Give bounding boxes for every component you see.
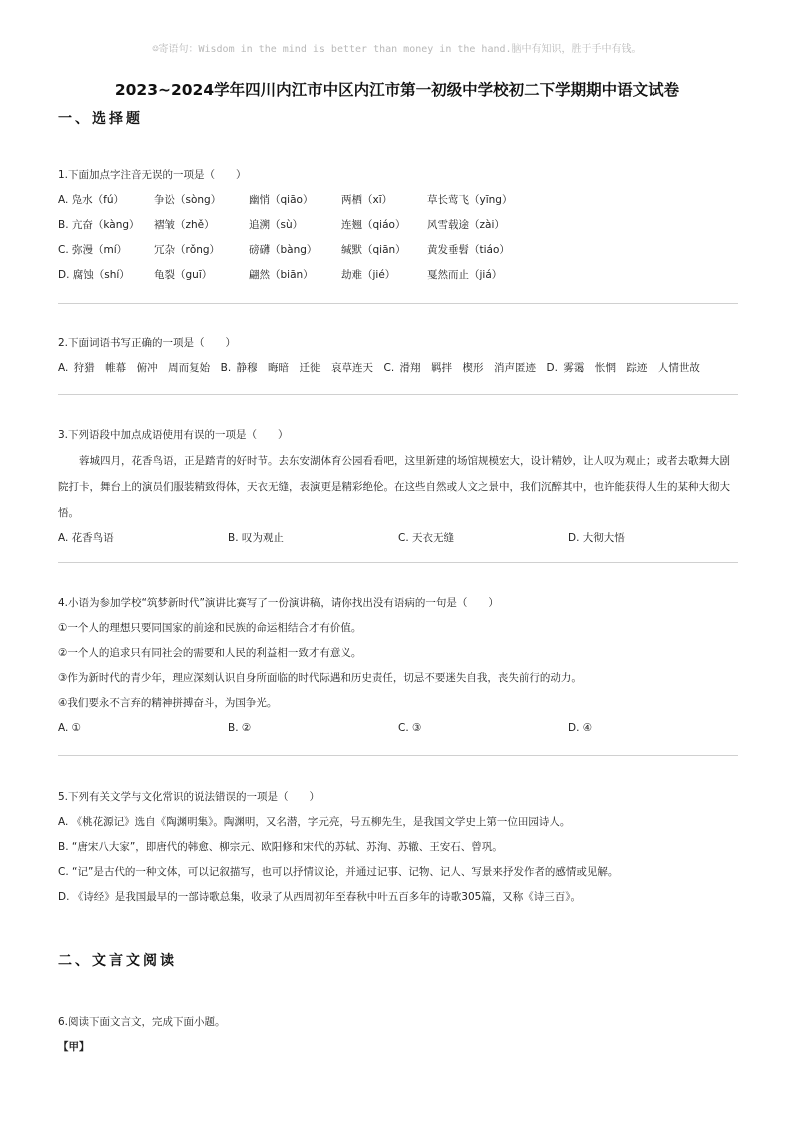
question-2 [58, 331, 738, 381]
question-1 [58, 163, 738, 288]
page-title: 2023~2024学年四川内江市中区内江市第一初级中学校初二下学期期中语文试卷 [114, 81, 680, 99]
question-5-stem: 5.下列有关文学与文化常识的说法错误的一项是（ ） [58, 791, 321, 803]
divider [58, 562, 738, 563]
divider [58, 303, 738, 304]
sentence-item: ④我们要永不言弃的精神拼搏奋斗，为国争光。 [58, 697, 278, 709]
option-cell: 两栖（xī） [341, 194, 393, 206]
option-cell: 劫难（jié） [341, 269, 396, 281]
question-6-stem: 6.阅读下面文言文，完成下面小题。 [58, 1016, 226, 1028]
question-3-passage: 蓉城四月，花香鸟语，正是踏青的好时节。去东安湖体育公园看看吧，这里新建的场馆规模宏大，设计精妙，让人叹为观止；或者去歌舞大剧院打卡，舞台上的演员们服装精致得体，天衣无缝，表演更是精彩绝伦。在这些自然或人文之景中，我们沉醉其中，也许能获得人生的某种大彻大悟。 [58, 455, 730, 519]
option-cell: 冗杂（rǒng） [154, 244, 221, 256]
option-cell: 缄默（qiān） [341, 244, 406, 256]
option-item: B. “唐宋八大家”，即唐代的韩愈、柳宗元、欧阳修和宋代的苏轼、苏洵、苏辙、王安石、曾巩。 [58, 841, 503, 853]
question-2-options: A. 狩猎 帷幕 俯冲 周而复始 B. 静穆 晦暗 迁徙 哀草连天 C. 滑翔 羁拌 楔形 消声匿迹 D. 雾霭 怅惘 踪迹 人情世故 [58, 362, 700, 374]
option-cell: 黄发垂髫（tiáo） [427, 244, 510, 256]
option-cell: 磅礴（bàng） [249, 244, 318, 256]
option-row [58, 238, 738, 263]
divider [58, 755, 738, 756]
option-cell: 追溯（sù） [249, 219, 304, 231]
option-row [58, 213, 738, 238]
question-2-stem: 2.下面词语书写正确的一项是（ ） [58, 337, 237, 349]
option-cell: A. 凫水（fú） [58, 194, 125, 206]
question-1-options [58, 188, 738, 288]
sentence-item: ③作为新时代的青少年，理应深刻认识自身所面临的时代际遇和历史责任，切忌不要迷失自我，丧失前行的动力。 [58, 672, 582, 684]
option-cell: D. 大彻大悟 [568, 532, 625, 544]
question-3-options [58, 526, 738, 551]
option-cell: B. 叹为观止 [228, 532, 284, 544]
option-cell: 褶皱（zhě） [154, 219, 215, 231]
section-heading-choice: 一、选择题 [58, 111, 143, 127]
header-motto: ☺寄语句：Wisdom in the mind is better than money in the hand.脑中有知识，胜于手中有钱。 [152, 44, 642, 55]
option-cell: D. 腐蚀（shí） [58, 269, 130, 281]
option-item: C. “记”是古代的一种文体，可以记叙描写，也可以抒情议论，并通过记事、记物、记人、写景来抒发作者的感情或见解。 [58, 866, 619, 878]
question-4-stem: 4.小语为参加学校“筑梦新时代”演讲比赛写了一份演讲稿，请你找出没有语病的一句是（ ） [58, 597, 499, 609]
option-cell: 翩然（biān） [249, 269, 314, 281]
question-1-stem: 1.下面加点字注音无误的一项是（ ） [58, 169, 247, 181]
sentence-item: ②一个人的追求只有同社会的需要和人民的利益相一致才有意义。 [58, 647, 362, 659]
option-cell: 连翘（qiáo） [341, 219, 406, 231]
question-4 [58, 591, 738, 741]
option-cell: B. ② [228, 722, 252, 734]
option-cell: 草长莺飞（yīng） [427, 194, 513, 206]
option-row [58, 263, 738, 288]
option-cell: 戛然而止（jiá） [427, 269, 503, 281]
question-3-stem: 3.下列语段中加点成语使用有误的一项是（ ） [58, 429, 289, 441]
option-item: D. 《诗经》是我国最早的一部诗歌总集，收录了从西周初年至春秋中叶五百多年的诗歌305篇，又称《诗三百》。 [58, 891, 582, 903]
option-cell: 争讼（sòng） [154, 194, 222, 206]
option-cell: A. 花香鸟语 [58, 532, 114, 544]
option-cell: C. 天衣无缝 [398, 532, 455, 544]
option-cell: C. ③ [398, 722, 422, 734]
question-6-sub-label: 【甲】 [58, 1041, 90, 1053]
option-cell: C. 弥漫（mí） [58, 244, 128, 256]
option-cell: D. ④ [568, 722, 593, 734]
option-cell: A. ① [58, 722, 82, 734]
question-6 [58, 1010, 738, 1060]
question-5 [58, 785, 738, 910]
section-heading-classical: 二、文言文阅读 [58, 953, 177, 969]
question-5-options [58, 810, 738, 910]
question-4-sentences [58, 616, 738, 716]
question-4-options [58, 716, 738, 741]
option-cell: 风雪载途（zài） [427, 219, 505, 231]
option-row [58, 188, 738, 213]
divider [58, 394, 738, 395]
option-item: A. 《桃花源记》选自《陶渊明集》。陶渊明，又名潜，字元亮，号五柳先生，是我国文学史上第一位田园诗人。 [58, 816, 571, 828]
option-cell: B. 亢奋（kàng） [58, 219, 140, 231]
sentence-item: ①一个人的理想只要同国家的前途和民族的命运相结合才有价值。 [58, 622, 362, 634]
question-3 [58, 423, 738, 551]
option-cell: 龟裂（guī） [154, 269, 213, 281]
option-cell: 幽悄（qiāo） [249, 194, 314, 206]
